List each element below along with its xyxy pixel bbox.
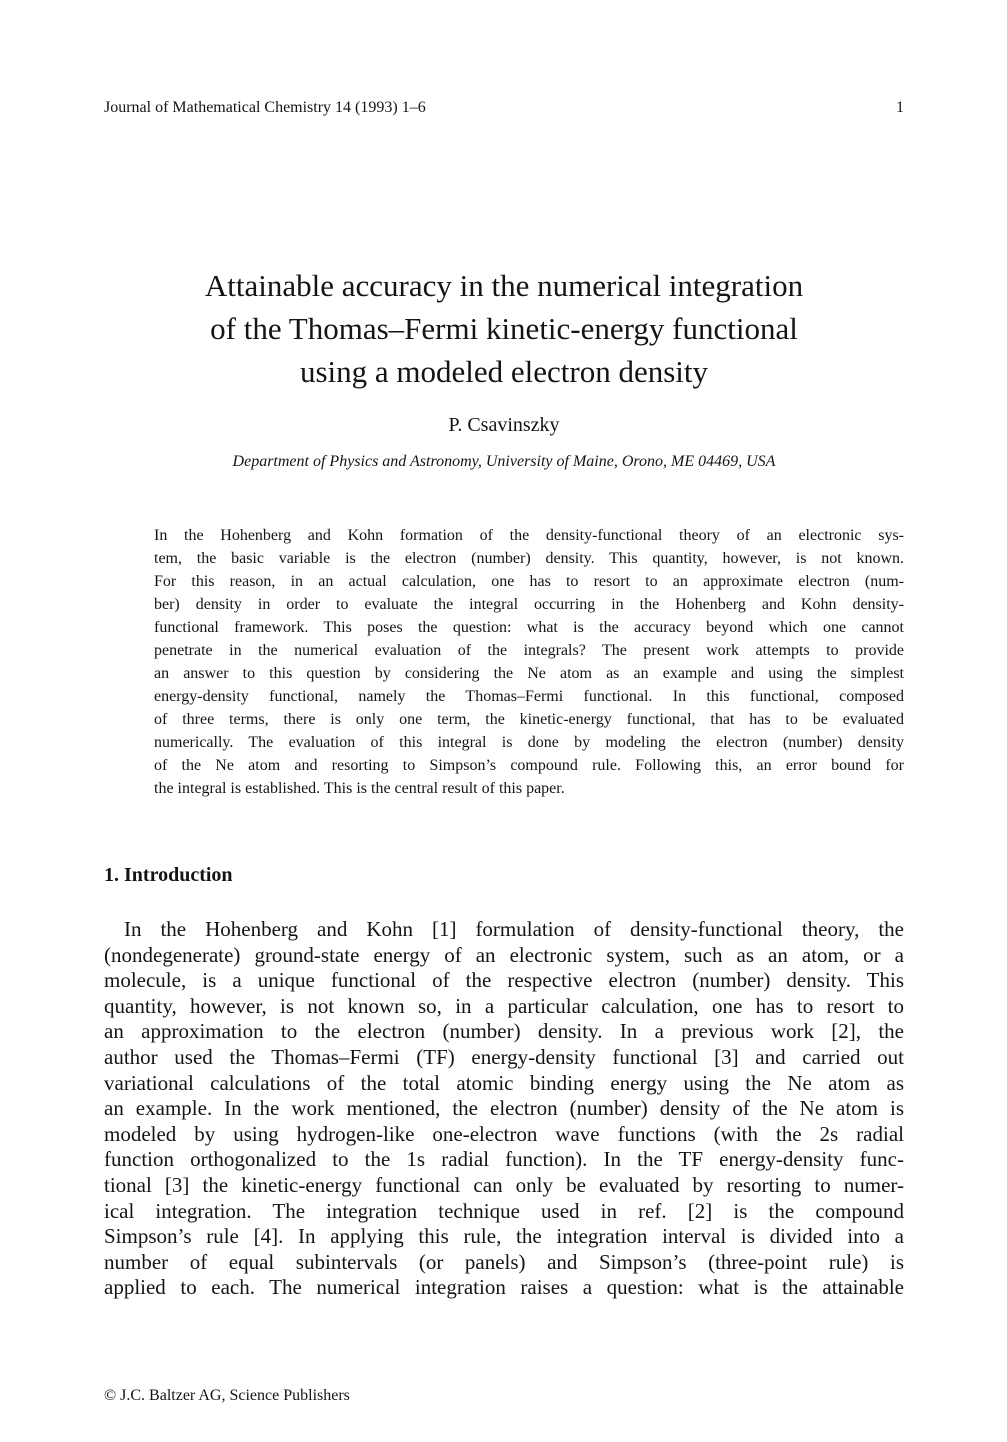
page-number: 1 (896, 99, 904, 116)
paper-title (104, 264, 904, 393)
section-heading-introduction: 1. Introduction (104, 864, 233, 886)
title-line: Attainable accuracy in the numerical integration (204, 268, 804, 303)
body-line: quantity, however, is not known so, in a particular calculation, one has to resort to (104, 993, 904, 1018)
abstract-line: In the Hohenberg and Kohn formation of the density-functional theory of an electronic sys- (154, 527, 904, 544)
abstract-line: ber) density in order to evaluate the integral occurring in the Hohenberg and Kohn density- (154, 596, 904, 613)
body-line: molecule, is a unique functional of the respective electron (number) density. This (104, 968, 904, 993)
abstract-line: numerically. The evaluation of this integral is done by modeling the electron (number) density (154, 734, 904, 751)
body-line: number of equal subintervals (or panels) and Simpson’s (three-point rule) is (104, 1249, 904, 1274)
abstract-line: penetrate in the numerical evaluation of the integrals? The present work attempts to provide (154, 642, 904, 659)
abstract-line: the integral is established. This is the central result of this paper. (154, 780, 565, 797)
body-line: applied to each. The numerical integration raises a question: what is the attainable (104, 1275, 904, 1300)
body-line: ical integration. The integration technique used in ref. [2] is the compound (104, 1198, 904, 1223)
running-head (104, 96, 904, 120)
abstract-line: of three terms, there is only one term, the kinetic-energy functional, that has to be evaluated (154, 711, 904, 728)
body-line: author used the Thomas–Fermi (TF) energy-density functional [3] and carried out (104, 1044, 904, 1069)
author-affiliation: Department of Physics and Astronomy, University of Maine, Orono, ME 04469, USA (232, 453, 776, 470)
abstract-line: tem, the basic variable is the electron (number) density. This quantity, however, is not known. (154, 550, 904, 567)
body-line: Simpson’s rule [4]. In applying this rule, the integration interval is divided into a (104, 1224, 904, 1249)
body-line: In the Hohenberg and Kohn [1] formulation of density-functional theory, the (124, 917, 904, 941)
abstract (154, 524, 904, 800)
abstract-line: of the Ne atom and resorting to Simpson’s compound rule. Following this, an error bound for (154, 757, 904, 774)
body-line: variational calculations of the total atomic binding energy using the Ne atom as (104, 1070, 904, 1095)
abstract-line: For this reason, in an actual calculation, one has to resort to an approximate electron (num- (154, 573, 904, 590)
body-line: modeled by using hydrogen-like one-electron wave functions (with the 2s radial (104, 1121, 904, 1146)
body-line: an approximation to the electron (number) density. In a previous work [2], the (104, 1019, 904, 1044)
body-line: (nondegenerate) ground-state energy of an electronic system, such as an atom, or a (104, 942, 904, 967)
title-line: using a modeled electron density (299, 354, 709, 389)
copyright-footer: © J.C. Baltzer AG, Science Publishers (104, 1387, 350, 1404)
abstract-line: energy-density functional, namely the Thomas–Fermi functional. In this functional, composed (154, 688, 904, 705)
title-line: of the Thomas–Fermi kinetic-energy functional (210, 311, 798, 346)
author-name: P. Csavinszky (448, 414, 560, 436)
journal-citation: Journal of Mathematical Chemistry 14 (1993) 1–6 (104, 99, 426, 116)
abstract-line: an answer to this question by considering the Ne atom as an example and using the simplest (154, 665, 904, 682)
body-line: function orthogonalized to the 1s radial function). In the TF energy-density func- (104, 1147, 904, 1172)
body-line: an example. In the work mentioned, the electron (number) density of the Ne atom is (104, 1096, 904, 1121)
introduction-paragraph (104, 917, 904, 1301)
abstract-line: functional framework. This poses the question: what is the accuracy beyond which one cannot (154, 619, 904, 636)
body-line: tional [3] the kinetic-energy functional can only be evaluated by resorting to numer- (104, 1172, 904, 1197)
